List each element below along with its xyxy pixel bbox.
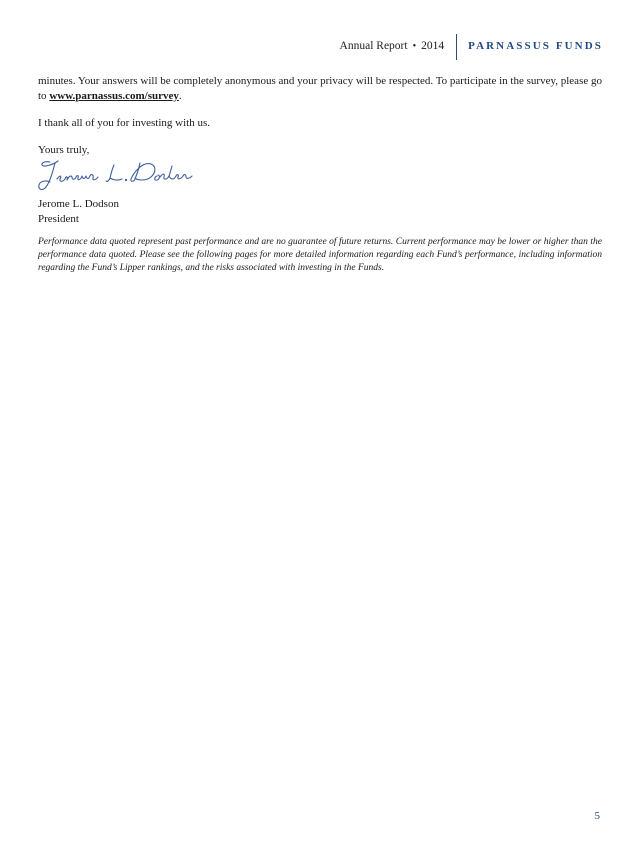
page-number: 5 bbox=[594, 810, 600, 822]
survey-link[interactable]: www.parnassus.com/survey bbox=[49, 89, 179, 102]
letter-body bbox=[38, 74, 602, 275]
signer-title: President bbox=[38, 212, 79, 225]
header-divider bbox=[456, 34, 457, 60]
closing-line: Yours truly, bbox=[38, 143, 90, 156]
thanks-paragraph: I thank all of you for investing with us. bbox=[38, 117, 211, 129]
header-bullet: • bbox=[412, 40, 417, 52]
survey-text-end: . bbox=[178, 89, 182, 102]
survey-text: minutes. Your answers will be completely anonymous and your privacy will be respected. To participate in the survey, please go to bbox=[38, 75, 602, 102]
report-year: 2014 bbox=[421, 40, 445, 52]
page-header bbox=[340, 33, 603, 59]
brand-logo-text: PARNASSUS FUNDS bbox=[468, 40, 603, 52]
signature-image bbox=[36, 158, 196, 194]
performance-disclaimer: Performance data quoted represent past performance and are no guarantee of future returns. Current performance may be lower or higher than the performance data quoted. Please see the following pages for more detailed information regarding each Fund’s performance, including information regarding the Fund’s Lipper rankings, and the risks associated with investing in the Funds. bbox=[38, 237, 602, 273]
report-title: Annual Report bbox=[339, 40, 408, 52]
survey-paragraph bbox=[38, 74, 602, 103]
signer-name: Jerome L. Dodson bbox=[38, 198, 119, 210]
